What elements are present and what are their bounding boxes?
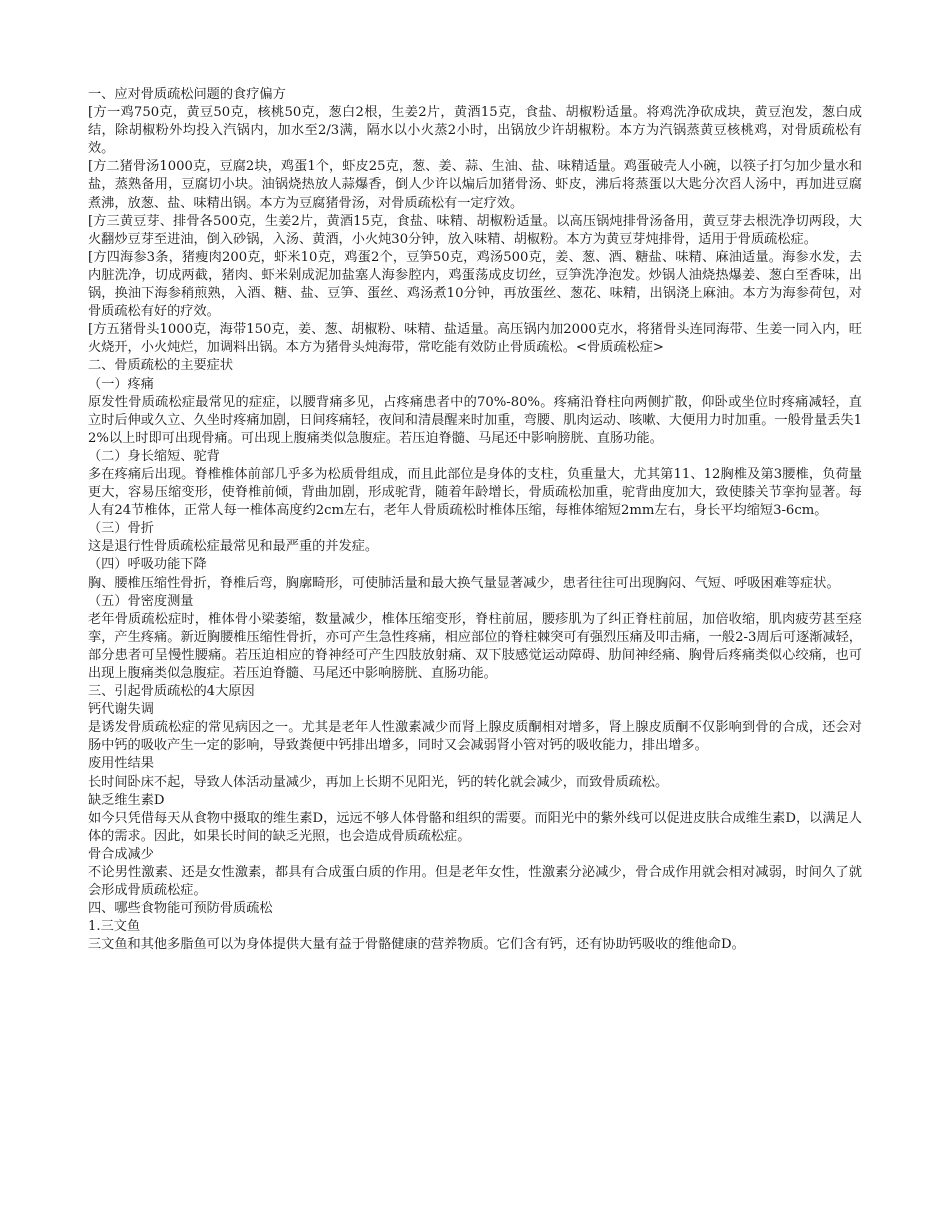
- paragraph-recipe-2: [方二猪骨汤1000克，豆腐2块，鸡蛋1个，虾皮25克，葱、姜、蒜、生油、盐、味精适量。鸡蛋破壳人小碗，以筷子打匀加少量水和盐，蒸熟备用，豆腐切小块。油锅烧热放人蒜爆香，倒人少许以煸后加猪骨汤、虾皮，沸后将蒸蛋以大匙分次舀人汤中，再加进豆腐煮沸，放葱、盐、味精出锅。本方为豆腐猪骨汤，对骨质疏松有一定疗效。: [88, 159, 862, 211]
- subheading-pain: （一）疼痛: [88, 376, 154, 392]
- section-heading-symptoms: 二、骨质疏松的主要症状: [88, 358, 234, 374]
- subheading-bone-synthesis: 骨合成减少: [88, 846, 154, 862]
- paragraph-calcium-metabolism: 是诱发骨质疏松症的常见病因之一。尤其是老年人性激素减少而肾上腺皮质酮相对增多，肾上腺皮质酮不仅影响到骨的合成，还会对肠中钙的吸收产生一定的影响，导致粪便中钙排出增多，同时又会减弱肾小管对钙的吸收能力，排出增多。: [88, 720, 862, 754]
- subheading-vitamin-d: 缺乏维生素D: [88, 792, 165, 808]
- paragraph-recipe-3: [方三黄豆芽、排骨各500克，生姜2片，黄酒15克，食盐、味精、胡椒粉适量。以高压锅炖排骨汤备用，黄豆芽去根洗净切两段，大火翻炒豆芽至进油，倒入砂锅，入汤、黄酒，小火炖30分钟，放入味精、胡椒粉。本方为黄豆芽炖排骨，适用于骨质疏松症。: [88, 213, 862, 247]
- subheading-respiratory: （四）呼吸功能下降: [88, 557, 207, 573]
- paragraph-recipe-4: [方四海参3条，猪瘦肉200克，虾米10克，鸡蛋2个，豆笋50克，鸡汤500克，姜、葱、酒、糖盐、味精、麻油适量。海参水发，去内脏洗净，切成两截，猪肉、虾米剁成泥加盐塞人海参腔内，鸡蛋荡成皮切丝，豆笋洗净泡发。炒锅人油烧热爆姜、葱白至香味，出锅，换油下海参稍煎熟，入酒、糖、盐、豆笋、蛋丝、鸡汤煮10分钟，再放蛋丝、葱花、味精，出锅浇上麻油。本方为海参荷包，对骨质疏松有好的疗效。: [88, 249, 862, 320]
- section-heading-diet-remedies: 一、应对骨质疏松问题的食疗偏方: [88, 87, 286, 102]
- paragraph-vitamin-d: 如今只凭借每天从食物中摄取的维生素D，远远不够人体骨骼和组织的需要。而阳光中的紫外线可以促进皮肤合成维生素D，以满足人体的需求。因此，如果长时间的缺乏光照，也会造成骨质疏松症。: [88, 810, 862, 844]
- paragraph-salmon: 三文鱼和其他多脂鱼可以为身体提供大量有益于骨骼健康的营养物质。它们含有钙，还有协助钙吸收的维他命D。: [88, 937, 745, 953]
- subheading-height-loss: （二）身长缩短、驼背: [88, 448, 220, 464]
- subheading-bone-density: （五）骨密度测量: [88, 593, 194, 609]
- section-heading-prevention-foods: 四、哪些食物能可预防骨质疏松: [88, 901, 273, 917]
- section-heading-causes: 三、引起骨质疏松的4大原因: [88, 684, 255, 700]
- paragraph-respiratory: 胸、腰椎压缩性骨折，脊椎后弯，胸廓畸形，可使肺活量和最大换气量显著减少，患者往往可出现胸闷、气短、呼吸困难等症状。: [88, 575, 840, 591]
- paragraph-bone-synthesis: 不论男性激素、还是女性激素，都具有合成蛋白质的作用。但是老年女性，性激素分泌减少，骨合成作用就会相对减弱，时间久了就会形成骨质疏松症。: [88, 865, 862, 899]
- subheading-fracture: （三）骨折: [88, 521, 154, 537]
- paragraph-disuse: 长时间卧床不起，导致人体活动量减少，再加上长期不见阳光，钙的转化就会减少，而致骨质疏松。: [88, 774, 669, 790]
- paragraph-recipe-1: [方一鸡750克，黄豆50克，核桃50克，葱白2根，生姜2片，黄酒15克，食盐、胡椒粉适量。将鸡洗净砍成块，黄豆泡发，葱白成结，除胡椒粉外均投入汽锅内，加水至2/3满，隔水以小火蒸2小时，出锅放少许胡椒粉。本方为汽锅蒸黄豆核桃鸡，对骨质疏松有效。: [88, 105, 862, 157]
- subheading-disuse: 废用性结果: [88, 756, 154, 772]
- paragraph-pain: 原发性骨质疏松症最常见的症症，以腰背痛多见，占疼痛患者中的70%-80%。疼痛沿脊柱向两侧扩散，仰卧或坐位时疼痛减轻，直立时后伸或久立、久坐时疼痛加剧，日间疼痛轻，夜间和清晨醒来时加重，弯腰、肌肉运动、咳嗽、大便用力时加重。一般骨量丢失12%以上时即可出现骨痛。可出现上腹痛类似急腹症。若压迫脊髓、马尾还中影响膀胱、直肠功能。: [88, 394, 862, 446]
- subheading-calcium-metabolism: 钙代谢失调: [88, 702, 154, 718]
- paragraph-height-loss: 多在疼痛后出现。脊椎椎体前部几乎多为松质骨组成，而且此部位是身体的支柱，负重量大，尤其第11、12胸椎及第3腰椎，负荷量更大，容易压缩变形，使脊椎前倾，背曲加剧，形成驼背，随着年龄增长，骨质疏松加重，驼背曲度加大，致使膝关节挛拘显著。每人有24节椎体，正常人每一椎体高度约2cm左右，老年人骨质疏松时椎体压缩，每椎体缩短2mm左右，身长平均缩短3-6cm。: [88, 466, 862, 519]
- paragraph-fracture: 这是退行性骨质疏松症最常见和最严重的并发症。: [88, 539, 379, 555]
- paragraph-bone-density: 老年骨质疏松症时，椎体骨小梁萎缩，数量减少，椎体压缩变形，脊柱前屈，腰疹肌为了纠正脊柱前屈，加倍收缩，肌肉疲劳甚至痉挛，产生疼痛。新近胸腰椎压缩性骨折，亦可产生急性疼痛，相应部位的脊柱棘突可有强烈压痛及叩击痛，一般2-3周后可逐渐减轻，部分患者可呈慢性腰痛。若压迫相应的脊神经可产生四肢放射痛、双下肢感觉运动障碍、肋间神经痛、胸骨后疼痛类似心绞痛，也可出现上腹痛类似急腹症。若压迫脊髓、马尾还中影响膀胱、直肠功能。: [88, 611, 862, 681]
- subheading-salmon: 1.三文鱼: [88, 919, 141, 935]
- paragraph-recipe-5: [方五猪骨头1000克，海带150克，姜、葱、胡椒粉、味精、盐适量。高压锅内加2000克水，将猪骨头连同海带、生姜一同入内，旺火烧开，小火炖烂，加调料出锅。本方为猪骨头炖海带，常吃能有效防止骨质疏松。<骨质疏松症>: [88, 322, 862, 356]
